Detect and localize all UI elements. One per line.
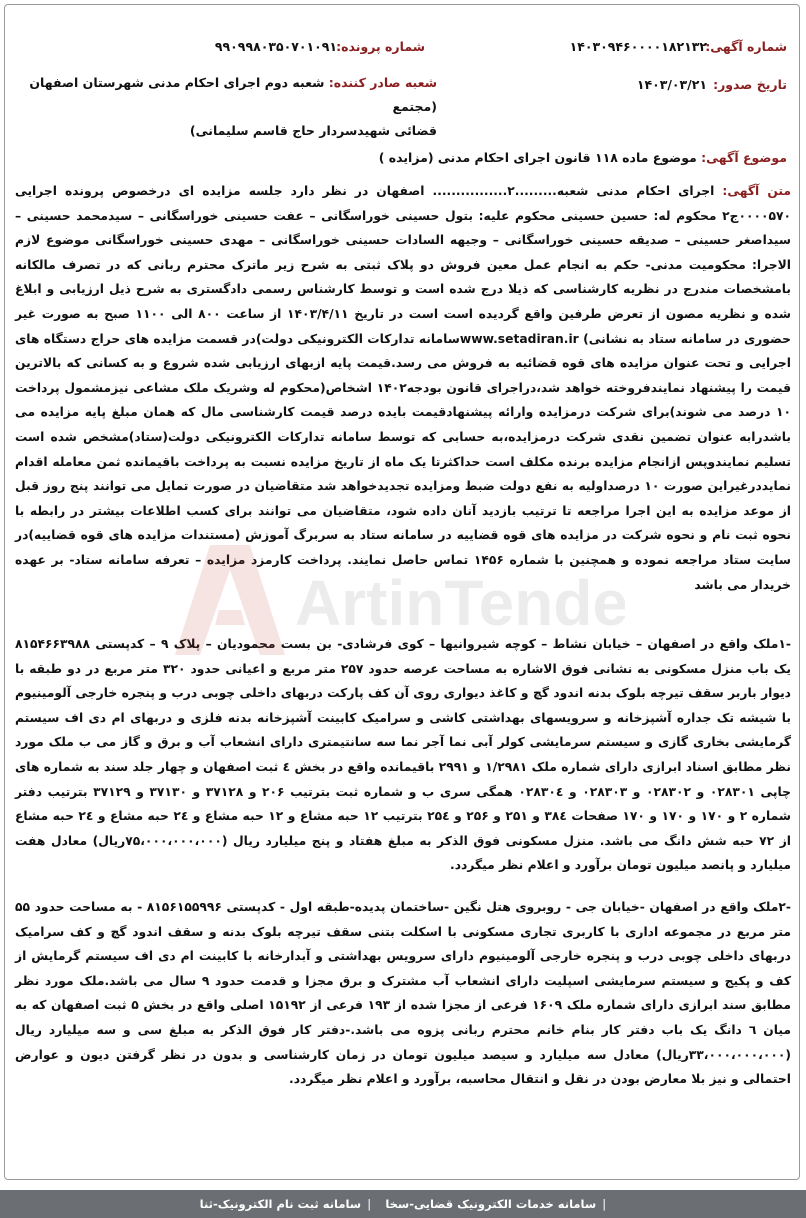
case-number: ۹۹۰۹۹۸۰۳۵۰۷۰۱۰۹۱ (214, 39, 337, 54)
body-label: متن آگهی: (722, 184, 792, 198)
issue-date: ۱۴۰۳/۰۳/۲۱ (636, 77, 707, 92)
issue-date-label: تاریخ صدور: (713, 77, 787, 92)
body-paragraph-1 (15, 179, 791, 597)
footer-left-text: سامانه خدمات الکترونیک قضایی-سخا (385, 1197, 597, 1211)
issuer-label: شعبه صادر کننده: (328, 75, 437, 90)
body-paragraph-1-text: اجرای احکام مدنی شعبه.........۲................ اصفهان در نظر دارد جلسه مزایده ای درخصوص پرونده اجرایی ۰۰۰۰۵۷۰ج۲ محکوم له: حسین حسینی محکوم علیه: بتول حسینی خوراسگانی – عفت حسینی خوراسگانی – سیدمحمد حسینی – سیداصغر حسینی – صدیقه حسینی خوراسگانی – وجیهه السادات حسینی خوراسگانی – مهدی حسینی خوراسگانی موضوع لازم الاجرا: محکومیت مدنی- حکم به انجام عمل معین فروش دو پلاک ثبتی به شرح زیر ماترک محترم ربانی که در تصرف مالکانه بامشخصات مندرج در نظریه کارشناسی که ذیلا درج شده است و توسط کارشناس رسمی دادگستری به شرح ذیل ارزیابی و ابلاغ شده و نظریه مصون از تعرض طرفین واقع گردیده است است در تاریخ ۱۴۰۳/۴/۱۱ از ساعت ۸۰۰ الی ۱۱۰۰ صبح به صورت غیر حضوری در سامانه ستاد به نشانی) www.setadiran.irسامانه تدارکات الکترونیکی دولت)در قسمت مزایده های حراج دستگاه های اجرایی و تحت عنوان مزایده های قوه قضائیه به فروش می رسد.قیمت پایه ازبهای ارزیابی شده شروع و به کسانی که بالاترین قیمت را پیشنهاد نمایندفروخته خواهد شد،دراجرای قانون بودجه۱۴۰۲ اشخاص(محکوم له وشریک ملک مشاعی نیزمشمول پرداخت ۱۰ درصد می شوند)برای شرکت درمزایده وارائه پیشنهادقیمت بایده درصد قیمت کارشناسی مال که همان مبلغ پایه مزایده می باشدرابه عنوان تضمین نقدی شرکت درمزایده،به حسابی که توسط سامانه تدارکات الکترونیکی دولت(ستاد)مشخص شده است تسلیم نمایندوپس ازانجام مزایده برنده مکلف است حداکثرتا یک ماه از تاریخ مزایده نسبت به پرداخت باقیمانده ثمن معامله اقدام نمایددرغیراین صورت ۱۰ درصداولیه به نفع دولت ضبط ومزایده تجدیدخواهد شد متقاضیان در صورت تمایل می توانند پنج روز قبل از موعد مزایده به این اجرا مراجعه تا ترتیب بازدید آنان داده شود، متقاضیان می توانند برای کسب اطلاعات بیشتر در رابطه با نحوه ثبت نام و نحوه شرکت در مزایده های قوه قضاییه در سامانه ستاد به سربرگ آموزش (مستندات مزایده های قوه قضاییه)در سایت ستاد مراجعه نموده و همچنین با شماره ۱۴۵۶ تماس حاصل نمایند. پرداخت کارمزد مزایده – تعرفه سامانه ستاد- بر عهده خریدار می باشد (15, 184, 792, 592)
case-number-label: شماره پرونده: (336, 39, 425, 54)
issuer-line-2: قضائی شهیدسردار حاج قاسم سلیمانی) (189, 123, 437, 138)
ad-number: ۱۴۰۳۰۹۴۶۰۰۰۰۱۸۲۱۳۲ (569, 39, 707, 54)
body-paragraph-2 (15, 632, 791, 878)
body-paragraph-3 (15, 895, 791, 1092)
subject-row (17, 150, 787, 172)
notice-frame (4, 4, 800, 1180)
footer-bar (0, 1190, 806, 1218)
body-paragraph-2-text: -۱ملک واقع در اصفهان – خیابان نشاط – کوچه شیروانیها – کوی فرشادی- بن بست محمودیان – پلاک ۹ – کدپستی ۸۱۵۴۶۶۳۹۸۸ یک باب منزل مسکونی به نشانی فوق الاشاره به مساحت عرصه حدود ۲۵۷ متر مربع و اعیانی حدود ۳۲۰ متر مربع در دو طبقه با دیوار باربر سقف تیرچه بلوک بدنه اندود گچ و کاغذ دیواری روی آن کف پارکت دربهای داخلی چوبی درب و پنجره خارجی آلومینیوم با شیشه تک جداره آشپزخانه و سرویسهای بهداشتی کاشی و سرامیک کابینت آشپزخانه بدنه فلزی و دربهای ام دی اف سیستم گرمایشی بخاری گازی و سیستم سرمایشی کولر آبی نما آجر نما سه سانتیمتری دارای انشعاب آب و برق و گاز می ب ملک مورد نظر مطابق اسناد ابرازی دارای شماره ملک ۱/۲۹۸۱ و ۲۹۹۱ باقیمانده واقع در بخش ٤ ثبت اصفهان و چهار جلد سند به شماره های چاپی ۰۲۸۳۰۱ و ۰۲۸۳۰۲ و ۰۲۸۳۰۳ و ۰۲۸۳۰٤ همگی سری ب و شماره ثبت بترتیب ۲۰۶ و ۳۷۱۲۸ و ۳۷۱۳۰ و ۳۷۱۲۹ بترتیب دفتر شماره ۲ و ۱۷۰ و ۱۷۰ و ۱۷۰ صفحات ۳۸٤ و ۲۵۱ و ۲۵۶ و ۲۵٤ بترتیب ۱۲ حبه مشاع و ۱۲ حبه مشاع و ۲٤ حبه مشاع و ۲٤ حبه مشاع از ۷۲ حبه شش دانگ می باشد. منزل مسکونی فوق الذکر به مبلغ هفتاد و پنج میلیارد ریال (۷۵،۰۰۰،۰۰۰،۰۰۰ریال) معادل هفت میلیارد و پانصد میلیون تومان برآورد و اعلام نظر میگردد. (15, 637, 792, 873)
subject-label: موضوع آگهی: (701, 150, 787, 165)
watermark-text: ArtinTender (295, 567, 625, 639)
body-paragraph-3-text: -۲ملک واقع در اصفهان -خیابان جی - روبروی هتل نگین -ساختمان پدیده-طبقه اول - کدپستی ۸۱۵۶۱۵۵۹۹۶ - به مساحت حدود ۵۵ متر مربع در مجموعه اداری با کاربری تجاری مسکونی با اسکلت بتنی سقف تیرچه بلوک بدنه و سقف اندود گچ و کف سرامیک دربهای داخلی چوبی درب و پنجره خارجی آلومینیوم دارای سرویس بهداشتی و آبدارخانه با کابینت ام دی اف سیستم گرمایش از کف و پکیج و سیستم سرمایشی اسپلیت دارای انشعاب آب مشترک و برق مجزا و قدمت حدود ۹ سال می باشد.ملک مورد نظر مطابق سند ابرازی دارای شماره ملک ۱۶۰۹ فرعی از مجزا شده از ۱۹۳ فرعی از ۱۵۱۹۲ اصلی واقع در بخش ۵ ثبت اصفهان که به میان ٦ دانگ یک باب دفتر کار بنام خانم محترم ربانی پزوه می باشد.-دفتر کار فوق الذکر به مبلغ سی و سه میلیارد ریال (۳۳،۰۰۰،۰۰۰،۰۰۰ریال) معادل سه میلیارد و سیصد میلیون تومان در زمان کارشناسی و بدون در نظر گرفتن دیون و عوارض احتمالی و نیز بلا معارض بودن در نقل و انتقال محاسبه، برآورد و اعلام نظر میگردد. (15, 900, 792, 1087)
footer-right-link[interactable] (200, 1197, 372, 1211)
footer-right-text: سامانه ثبت نام الکترونیک-ثنا (199, 1197, 362, 1211)
footer-left-link[interactable] (385, 1197, 606, 1211)
separator-icon: | (602, 1197, 607, 1211)
header-row-1 (17, 39, 787, 61)
subject-value: موضوع ماده ۱۱۸ قانون اجرای احکام مدنی (مزایده ) (378, 150, 697, 165)
ad-number-label: شماره آگهی: (705, 39, 787, 54)
issuer-line-1: شعبه دوم اجرای احکام مدنی شهرستان اصفهان (مجتمع (29, 75, 437, 114)
separator-icon: | (367, 1197, 372, 1211)
issuer-block (17, 71, 437, 143)
